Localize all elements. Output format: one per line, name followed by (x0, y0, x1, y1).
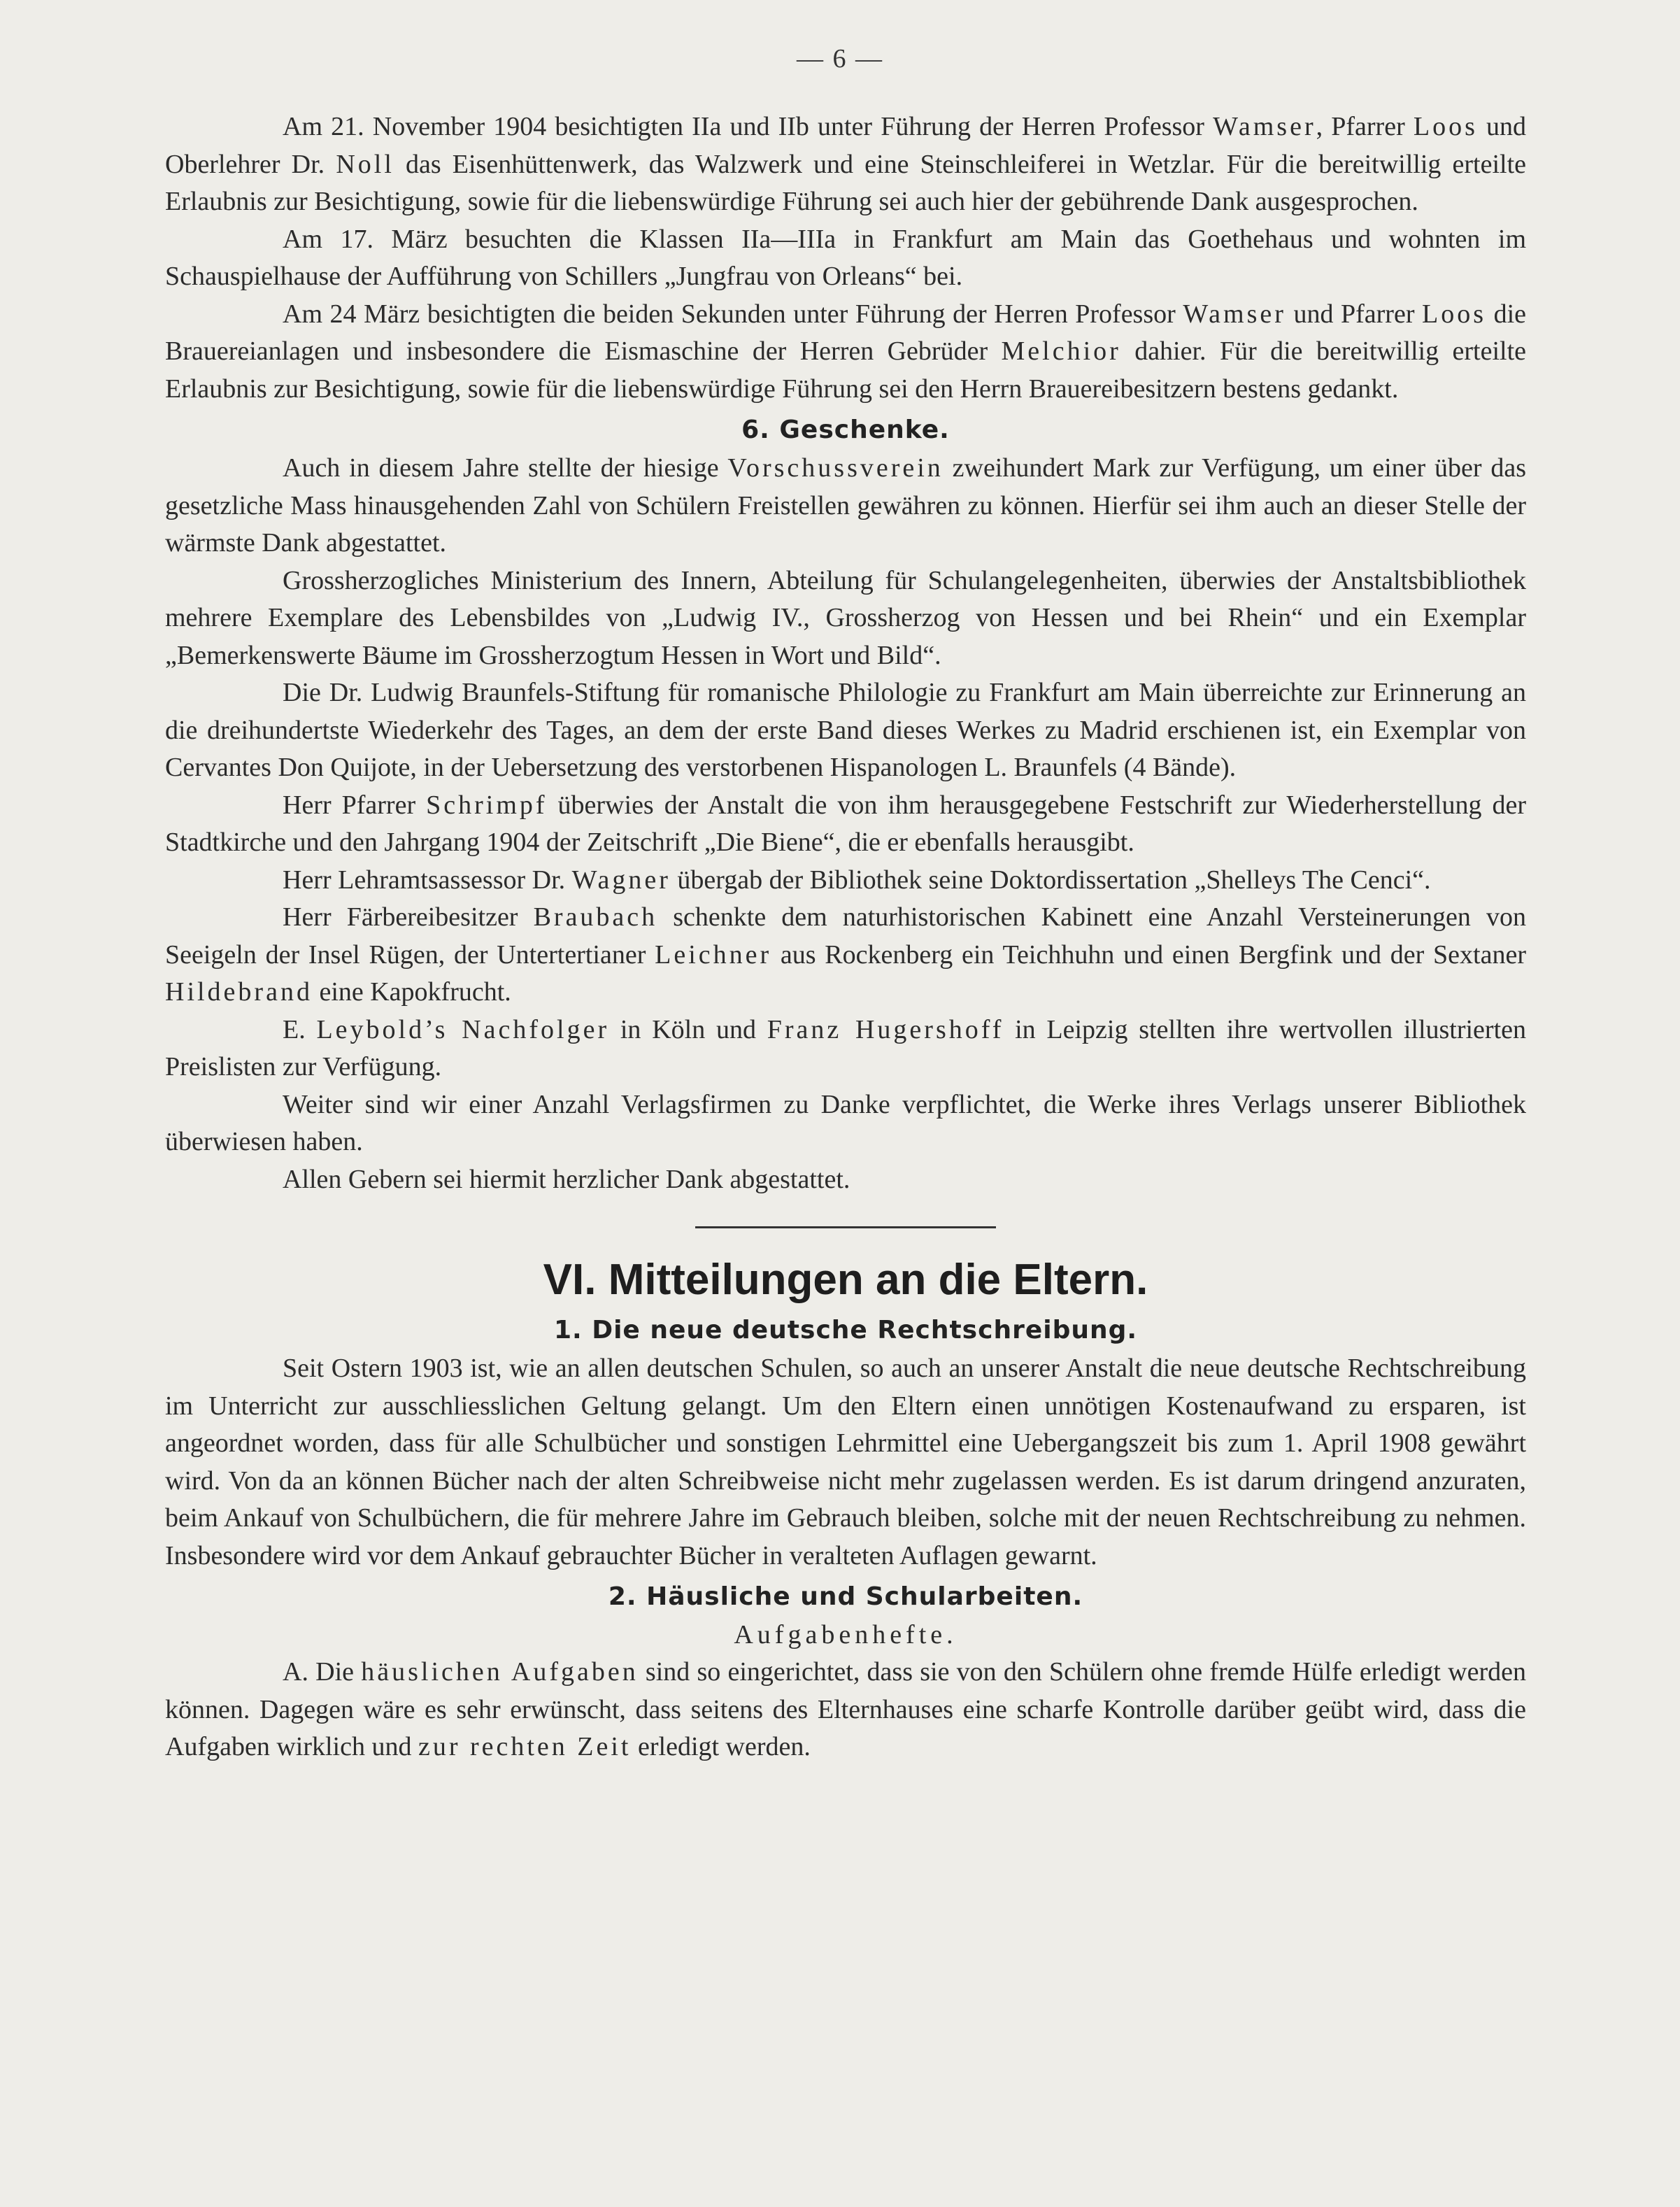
text-run: dahier. Für die bereitwillig erteilte Erlaubnis zur Besichtigung, sowie für die liebenswürdige Führung sei den Herrn Brauereibesitzern bestens gedankt. (165, 336, 1526, 404)
text-run: Herr Färbereibesitzer (283, 902, 534, 932)
paragraphs-excursions (165, 108, 1526, 408)
spaced-name: Leybold’s Nachfolger (316, 1014, 610, 1044)
paragraph (165, 221, 1526, 296)
text-run: schenkte dem naturhistorischen Kabinett eine Anzahl Versteinerungen von Seeigeln der Insel Rügen, der Untertertianer (165, 902, 1526, 970)
paragraph (165, 862, 1526, 900)
text-run: erledigt werden. (631, 1732, 811, 1761)
spaced-name: Schrimpf (426, 790, 548, 820)
spaced-name: Vorschussverein (727, 453, 944, 483)
paragraphs-aufgaben (165, 1654, 1526, 1766)
spaced-name: Braubach (533, 902, 658, 932)
text-run: Herr Pfarrer (283, 790, 427, 820)
text-run: Allen Gebern sei hiermit herzlicher Dank abgestattet. (283, 1164, 850, 1194)
spaced-name: Franz Hugershoff (767, 1014, 1004, 1044)
text-run: Am 24 März besichtigten die beiden Sekunden unter Führung der Herren Professor (283, 299, 1183, 329)
text-run: übergab der Bibliothek seine Doktordissertation „Shelleys The Cenci“. (670, 865, 1431, 895)
text-run: in Köln und (609, 1014, 767, 1044)
text-run: A. Die (283, 1657, 362, 1687)
paragraph (165, 1012, 1526, 1086)
paragraph (165, 1086, 1526, 1161)
spaced-name: Noll (336, 149, 394, 179)
text-run: Grossherzogliches Ministerium des Innern, Abteilung für Schulangelegenheiten, überwies der Anstaltsbibliothek mehrere Exemplare des Lebensbildes von „Ludwig IV., Grossherzog von Hessen und bei Rhein“ und ein Exemplar „Bemerkenswerte Bäume im Grossherzogtum Hessen in Wort und Bild“. (165, 565, 1526, 670)
text-run: Am 17. März besuchten die Klassen IIa—IIIa in Frankfurt am Main das Goethehaus und wohnten im Schauspielhause der Aufführung von Schillers „Jungfrau von Orleans“ bei. (165, 224, 1526, 291)
section-heading-hausarbeiten: 2. Häusliche und Schularbeiten. (608, 1582, 1083, 1611)
text-run: Weiter sind wir einer Anzahl Verlagsfirmen zu Danke verpflichtet, die Werke ihres Verlags unserer Bibliothek überwiesen haben. (165, 1089, 1526, 1156)
text-run: in Leipzig stellten ihre wertvollen illustrierten Preislisten zur Verfügung. (165, 1014, 1527, 1081)
page-number: — 6 — (797, 44, 883, 73)
text-run: das Eisenhüttenwerk, das Walzwerk und eine Steinschleiferei in Wetzlar. Für die bereitwillig erteilte Erlaubnis zur Besichtigung, sowie für die liebenswürdige Führung sei auch hier der gebührende Dank ausgesprochen. (165, 149, 1527, 216)
spaced-name: Loos (1413, 112, 1478, 141)
text-run: Die Dr. Ludwig Braunfels-Stiftung für romanische Philologie zu Frankfurt am Main überreichte zur Erinnerung an die dreihundertste Wiederkehr des Tages, an dem der erste Band dieses Werkes zu Madrid erschienen ist, ein Exemplar von Cervantes Don Quijote, in der Uebersetzung des verstorbenen Hispanologen L. Braunfels (4 Bände). (165, 678, 1526, 782)
paragraphs-geschenke (165, 450, 1526, 1198)
text-run: sind so eingerichtet, dass sie von den Schülern ohne fremde Hülfe erledigt werden können. Dagegen wäre es sehr erwünscht, dass seitens des Elternhauses eine scharfe Kontrolle darüber geübt wird, dass die Aufgaben wirklich und (165, 1657, 1526, 1761)
text-run: Seit Ostern 1903 ist, wie an allen deutschen Schulen, so auch an unserer Anstalt die neue deutsche Rechtschreibung im Unterricht zur ausschliesslichen Geltung gelangt. Um den Eltern einen unnötigen Kostenaufwand zu ersparen, ist angeordnet worden, dass für alle Schulbücher und sonstigen Lehrmittel eine Uebergangszeit bis zum 1. April 1908 gewährt wird. Von da an können Bücher nach der alten Schreibweise nicht mehr zugelassen werden. Es ist darum dringend anzuraten, beim Ankauf von Schulbüchern, die für mehrere Jahre im Gebrauch bleiben, solche mit der neuen Rechtschreibung zu nehmen. Insbesondere wird vor dem Ankauf gebrauchter Bücher in veralteten Auflagen gewarnt. (165, 1354, 1526, 1570)
text-run: Auch in diesem Jahre stellte der hiesige (283, 453, 728, 483)
paragraph (165, 787, 1526, 862)
text-run: Am 21. November 1904 besichtigten IIa und IIb unter Führung der Herren Professor (283, 112, 1213, 141)
text-run: Herr Lehramtsassessor Dr. (283, 865, 572, 895)
spaced-name: zur rechten Zeit (418, 1732, 632, 1761)
text-run: die Brauereianlagen und insbesondere die Eismaschine der Herren Gebrüder (165, 299, 1527, 366)
paragraph (165, 1654, 1526, 1766)
spaced-name: Melchior (1001, 336, 1121, 366)
paragraph (165, 562, 1526, 675)
text-run: zweihundert Mark zur Verfügung, um einer über das gesetzliche Mass hinausgehenden Zahl von Schülern Freistellen gewähren zu können. Hierfür sei ihm auch an dieser Stelle der wärmste Dank abgestattet. (165, 453, 1526, 558)
paragraph (165, 1161, 1526, 1199)
spaced-name: häuslichen Aufgaben (361, 1657, 639, 1687)
paragraph (165, 674, 1526, 787)
paragraphs-rechtschreibung (165, 1350, 1526, 1575)
spaced-name: Wamser (1213, 112, 1316, 141)
paragraph (165, 450, 1526, 562)
spaced-name: Wagner (571, 865, 671, 895)
text-run: eine Kapokfrucht. (312, 977, 511, 1007)
paragraph (165, 899, 1526, 1012)
section-heading-geschenke: 6. Geschenke. (741, 416, 950, 444)
subheading-aufgabenhefte: Aufgabenhefte. (734, 1620, 958, 1649)
text-column (165, 108, 1526, 1766)
chapter-heading: VI. Mitteilungen an die Eltern. (543, 1256, 1148, 1304)
spaced-name: Leichner (655, 939, 772, 970)
text-run: E. (283, 1014, 317, 1044)
spaced-name: Loos (1422, 299, 1487, 329)
paragraph (165, 108, 1526, 221)
spaced-name: Wamser (1183, 299, 1286, 329)
text-run: , Pfarrer (1316, 112, 1414, 141)
paragraph (165, 1350, 1526, 1575)
text-run: und Pfarrer (1286, 299, 1423, 329)
text-run: überwies der Anstalt die von ihm herausgegebene Festschrift zur Wiederherstellung der Stadtkirche und den Jahrgang 1904 der Zeitschrift „Die Biene“, die er ebenfalls herausgibt. (165, 790, 1526, 857)
paragraph (165, 296, 1526, 409)
section-heading-rechtschreibung: 1. Die neue deutsche Rechtschreibung. (553, 1316, 1138, 1344)
text-run: aus Rockenberg ein Teichhuhn und einen Bergfink und der Sextaner (771, 939, 1526, 970)
section-divider (695, 1226, 996, 1228)
text-run: und Oberlehrer Dr. (165, 112, 1527, 179)
spaced-name: Hildebrand (165, 977, 313, 1007)
